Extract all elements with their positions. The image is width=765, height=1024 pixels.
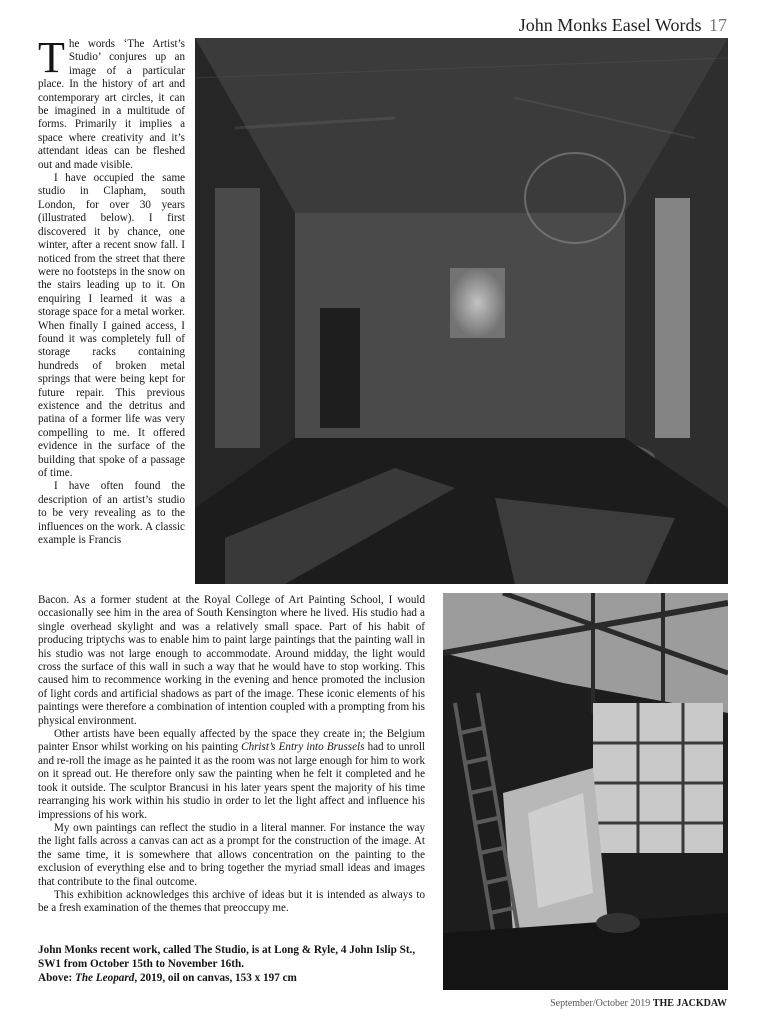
caption-work-details: , 2019, oil on canvas, 153 x 197 cm xyxy=(134,971,297,984)
page-number: 17 xyxy=(709,15,727,35)
caption-above-label: Above: xyxy=(38,971,75,984)
paragraph-2: I have occupied the same studio in Clapham, south London, for over 30 years (illustrated below). I first discovered it by chance, one winter, after a recent snow fall. I noticed from the street that there were no footsteps in the snow on the stairs leading up to it. On enquiring I learned it was a storage space for a metal worker. When finally I gained access, I found it was completely full of storage racks containing hundreds of broken metal springs that were being kept for future repair. This previous existence and the detritus and patina of a former life was very compelling to me. It offered evidence in the surface of the building that spoke of a passage of time. xyxy=(38,172,185,479)
credits-caption xyxy=(38,972,428,986)
painting-image-the-leopard xyxy=(195,38,728,584)
exhibition-credits xyxy=(38,944,428,985)
paragraph-4-text-a: Other artists have been equally affected by the space they create in; the Belgium painter Ensor whilst working on his painting xyxy=(38,728,425,754)
paragraph-4 xyxy=(38,728,425,822)
footer-issue: September/October 2019 xyxy=(550,998,651,1009)
paragraph-5: My own paintings can reflect the studio in a literal manner. For instance the way the light falls across a canvas can act as a prompt for the construction of the image. At the same time, it is somewhere that allows concentration on the painting to the exclusion of everything else and to bring together the myriad small ideas and images that contribute to the final outcome. xyxy=(38,821,425,888)
studio-photo xyxy=(443,593,728,990)
caption-work-title: The Leopard xyxy=(74,971,135,984)
paragraph-4-text-b: had to unroll and re-roll the image as he painted it as the room was not large enough for him to work on it spread out. He therefore only saw the painting when he felt it completed and he took it outside. The sculptor Brancusi in his later years spent the majority of his time rearranging his work within his studio in order to let the light affect and influence his impressions of his work. xyxy=(38,741,426,821)
header-title: John Monks Easel Words xyxy=(518,15,702,35)
paragraph-6: This exhibition acknowledges this archive of ideas but it is intended as always to be a fresh examination of the themes that preoccupy me. xyxy=(38,888,425,915)
page-footer xyxy=(550,998,727,1009)
drop-cap: T xyxy=(38,33,65,82)
footer-magazine: THE JACKDAW xyxy=(652,998,727,1009)
page-header xyxy=(519,14,727,36)
paragraph-3-end: Bacon. As a former student at the Royal College of Art Painting School, I would occasionally see him in the area of South Kensington where he lived. His studio had a single overhead skylight and was a relatively small space. Part of his habit of producing triptychs was to enable him to paint large paintings that the painting wall in his studio was not large enough to accommodate. Around midday, the light would cross the surface of this wall in such a way that he would have to stop working. This caused him to recommence working in the evening and hence promoted the inclusion of light cords and artificial shadows as part of the image. These iconic elements of his paintings were therefore a combination of intention coupled with a prompting from his physical environment. xyxy=(38,594,425,727)
article-column-narrow xyxy=(38,33,185,547)
painting-title-ensor: Christ’s Entry into Brussels xyxy=(241,741,365,754)
paragraph-1-text: he words ‘The Artist’s Studio’ conjures up an image of a particular place. In the history of art and contemporary art circles, it can be imagined in a multitude of forms. Primarily it implies a space where creativity and it’s attendant ideas can be fleshed out and made visible. xyxy=(38,38,185,171)
paragraph-3-start: I have often found the description of an artist’s studio to be very revealing as to the influences on the work. A classic example is Francis xyxy=(38,480,185,547)
credits-exhibition: John Monks recent work, called The Studio, is at Long & Ryle, 4 John Islip St., SW1 from October 15th to November 16th. xyxy=(38,944,416,970)
article-column-wide xyxy=(38,594,425,916)
paragraph-1 xyxy=(38,33,185,172)
